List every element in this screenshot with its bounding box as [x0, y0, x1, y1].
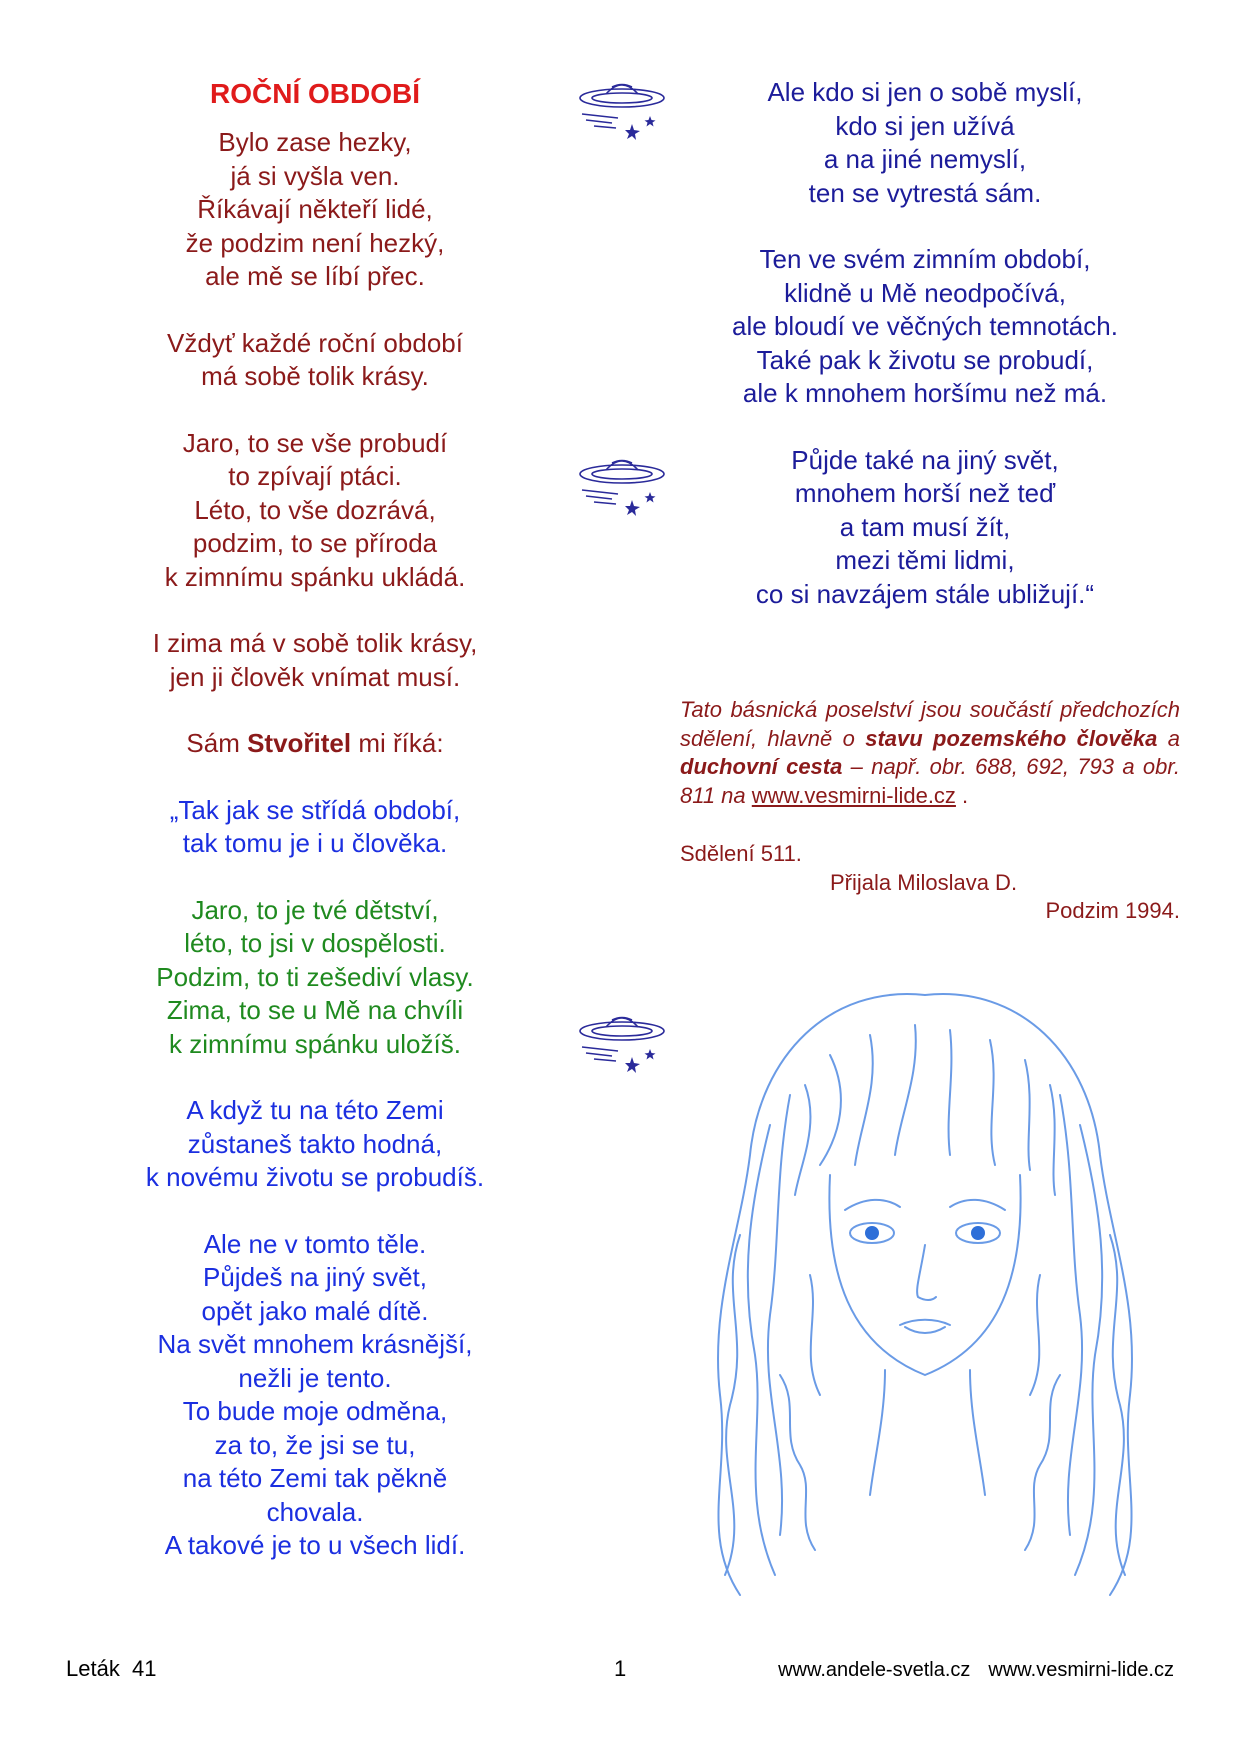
verse-line: Léto, to vše dozrává, [194, 494, 436, 525]
left-column [110, 76, 520, 1596]
footer-links [778, 1659, 1174, 1682]
creator-post: mi říká: [351, 728, 444, 758]
verse-line: A když tu na této Zemi [186, 1095, 444, 1125]
note-bold-1: stavu pozemského člověka [865, 725, 1158, 751]
verse-line: To bude moje odměna, [182, 1396, 448, 1426]
verse-line: to zpívají ptáci. [228, 461, 402, 491]
verse-line: kdo si jen užívá [835, 110, 1015, 141]
verse-line: Půjdeš na jiný svět, [202, 1262, 427, 1292]
creator-line [110, 727, 520, 761]
verse-line: Ale ne v tomto těle. [203, 1228, 427, 1259]
verse-line: Ten ve svém zimním období, [759, 244, 1091, 274]
note-date: Podzim 1994. [1045, 898, 1180, 923]
footer-link-andele[interactable]: www.andele-svetla.cz [778, 1659, 971, 1681]
note-bold-2: duchovní cesta [680, 754, 843, 779]
note-text-3: – např. obr. 688, 692, 793 a obr. 811 na [680, 754, 1180, 808]
verse-line: k zimnímu spánku uložíš. [169, 1028, 461, 1059]
verse-line: Půjde také na jiný svět, [791, 444, 1059, 475]
verse-line: Bylo zase hezky, [218, 127, 412, 157]
verse-line: má sobě tolik krásy. [201, 361, 429, 391]
note-text-2: a [1157, 725, 1180, 751]
verse-line: Říkávají někteří lidé, [197, 194, 433, 224]
verse-line: tak tomu je i u člověka. [182, 828, 448, 858]
stanza-8 [110, 1228, 520, 1563]
verse-line: na této Zemi tak pěkně [182, 1463, 448, 1493]
verse-line: Podzim, to ti zešediví vlasy. [156, 961, 474, 992]
verse-line: opět jako malé dítě. [201, 1295, 429, 1326]
verse-line: Ale kdo si jen o sobě myslí, [767, 77, 1083, 107]
verse-line: Zima, to se u Mě na chvíli [166, 995, 464, 1025]
stanza-4 [110, 627, 520, 694]
verse-line: ale k mnohem horšímu než má. [742, 378, 1108, 408]
message-number: Sdělení 511. [680, 841, 802, 866]
verse-line: I zima má v sobě tolik krásy, [152, 628, 478, 658]
stanza-right-1 [690, 76, 1160, 210]
verse-line: jen ji člověk vnímat musí. [169, 661, 461, 692]
page-title: ROČNÍ OBDOBÍ [210, 78, 420, 109]
creator-pre: Sám [186, 728, 248, 758]
stanza-7 [110, 1094, 520, 1195]
stanza-1 [110, 126, 520, 294]
stanza-right-2 [690, 243, 1160, 411]
verse-line: ale mě se líbí přec. [205, 261, 425, 291]
verse-line: podzim, to se příroda [192, 528, 438, 558]
footer-link-vesmirni[interactable]: www.vesmirni-lide.cz [988, 1659, 1174, 1681]
creator-bold: Stvořitel [247, 728, 352, 758]
note-paragraph [680, 696, 1180, 810]
right-column [690, 76, 1160, 644]
verse-line: Také pak k životu se probudí, [756, 344, 1094, 375]
stanza-3 [110, 427, 520, 595]
portrait-sketch [680, 975, 1170, 1610]
verse-line: a na jiné nemyslí, [823, 144, 1027, 174]
stanza-6 [110, 894, 520, 1062]
verse-line: Vždyť každé roční období [167, 327, 463, 358]
received-by: Přijala Miloslava D. [830, 869, 1018, 895]
verse-line: že podzim není hezký, [185, 227, 445, 258]
verse-line: Na svět mnohem krásnější, [157, 1329, 473, 1359]
verse-line: nežli je tento. [238, 1362, 392, 1393]
verse-line: A takové je to u všech lidí. [164, 1530, 466, 1560]
leaflet-number: Leták 41 [66, 1656, 157, 1681]
verse-line: za to, že jsi se tu, [214, 1429, 416, 1460]
verse-line: chovala. [266, 1496, 364, 1527]
verse-line: mnohem horší než teď [794, 478, 1056, 508]
verse-line: a tam musí žít, [839, 511, 1011, 542]
verse-line: já si vyšla ven. [230, 160, 400, 191]
verse-line: klidně u Mě neodpočívá, [784, 277, 1066, 308]
verse-line: Jaro, to se vše probudí [182, 427, 448, 458]
verse-line: k novému životu se probudíš. [145, 1162, 485, 1192]
verse-line: k zimnímu spánku ukládá. [164, 561, 466, 592]
verse-line: „Tak jak se střídá období, [169, 794, 461, 825]
ufo-icon [572, 448, 672, 528]
note-text-1: Tato básnická poselství jsou součástí předchozích sdělení, hlavně o [680, 697, 1180, 751]
stanza-5 [110, 794, 520, 861]
verse-line: léto, to jsi v dospělosti. [184, 928, 446, 958]
note-link[interactable]: www.vesmirni-lide.cz [751, 782, 956, 808]
note-block [680, 696, 1180, 926]
verse-line: ten se vytrestá sám. [808, 177, 1042, 208]
verse-line: zůstaneš takto hodná, [187, 1128, 443, 1159]
stanza-2 [110, 327, 520, 394]
page-number: 1 [614, 1656, 627, 1681]
verse-line: co si navzájem stále ubližují.“ [755, 578, 1095, 609]
stanza-right-3 [690, 444, 1160, 612]
verse-line: ale bloudí ve věčných temnotách. [732, 311, 1118, 341]
ufo-icon [572, 72, 672, 152]
note-text-4: . [955, 782, 969, 808]
verse-line: Jaro, to je tvé dětství, [191, 894, 439, 925]
verse-line: mezi těmi lidmi, [835, 545, 1015, 575]
ufo-icon [572, 1005, 672, 1085]
